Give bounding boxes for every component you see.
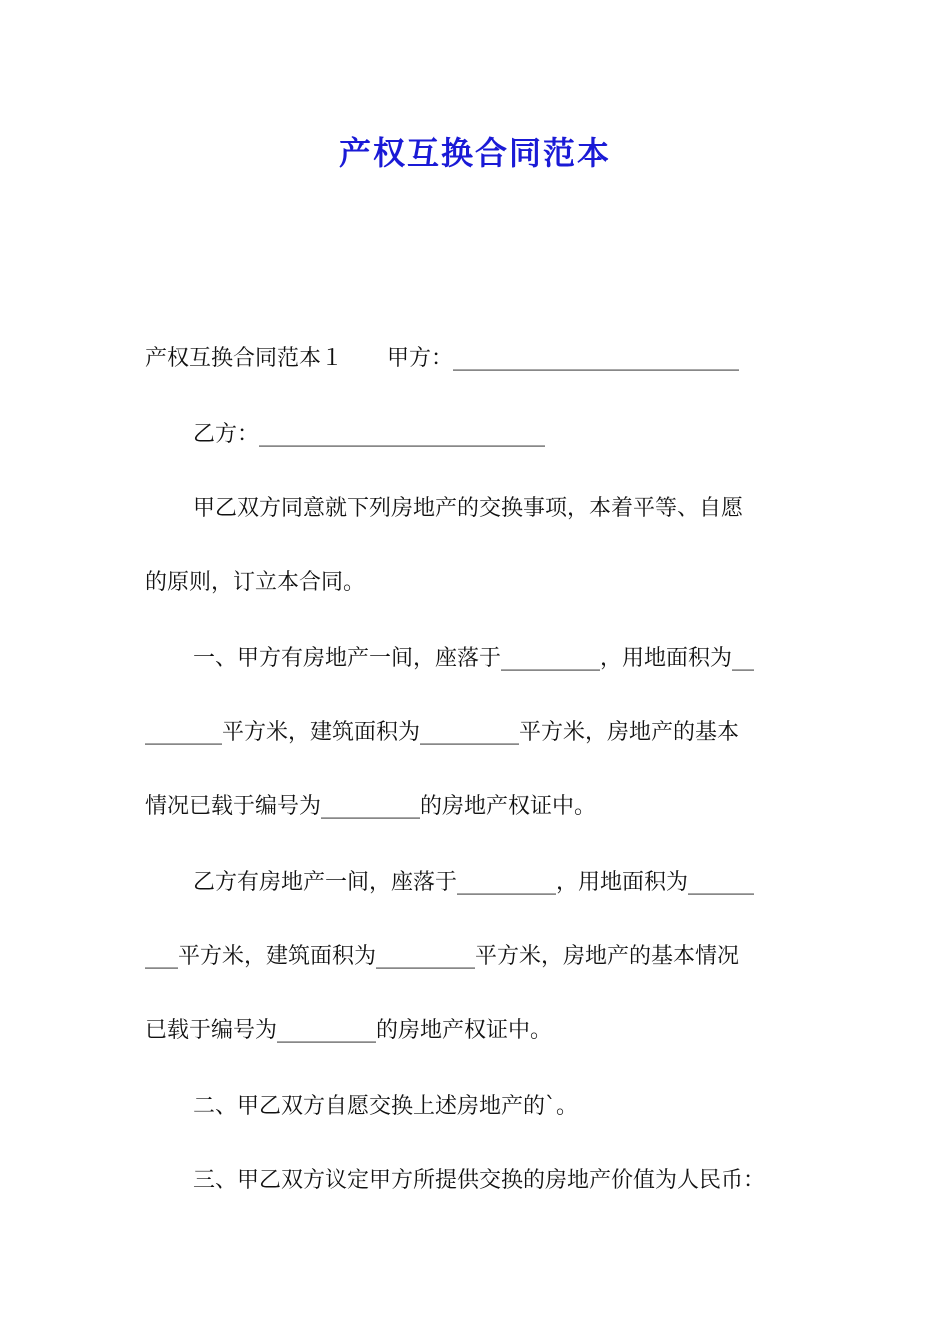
text-line-1: 产权互换合同范本１ 甲方：__________________________ (145, 346, 740, 371)
text-line-11: 二、甲乙双方自愿交换上述房地产的`。 (193, 1094, 579, 1119)
text-line-6: _______平方米，建筑面积为_________平方米，房地产的基本 (145, 720, 740, 745)
text-line-2: 乙方：__________________________ (193, 422, 546, 447)
text-line-8: 乙方有房地产一间，座落于_________，用地面积为______ (193, 870, 755, 895)
text-line-3: 甲乙双方同意就下列房地产的交换事项，本着平等、自愿 (193, 496, 744, 521)
text-line-9: ___平方米，建筑面积为_________平方米，房地产的基本情况 (145, 944, 740, 969)
text-line-4: 的原则，订立本合同。 (145, 570, 366, 595)
text-line-7: 情况已载于编号为_________的房地产权证中。 (145, 794, 597, 819)
text-line-10: 已载于编号为_________的房地产权证中。 (145, 1018, 553, 1043)
document-title: 产权互换合同范本 (338, 134, 611, 172)
text-line-12: 三、甲乙双方议定甲方所提供交换的房地产价值为人民币： (193, 1168, 766, 1193)
text-line-5: 一、甲方有房地产一间，座落于_________，用地面积为__ (193, 646, 755, 671)
